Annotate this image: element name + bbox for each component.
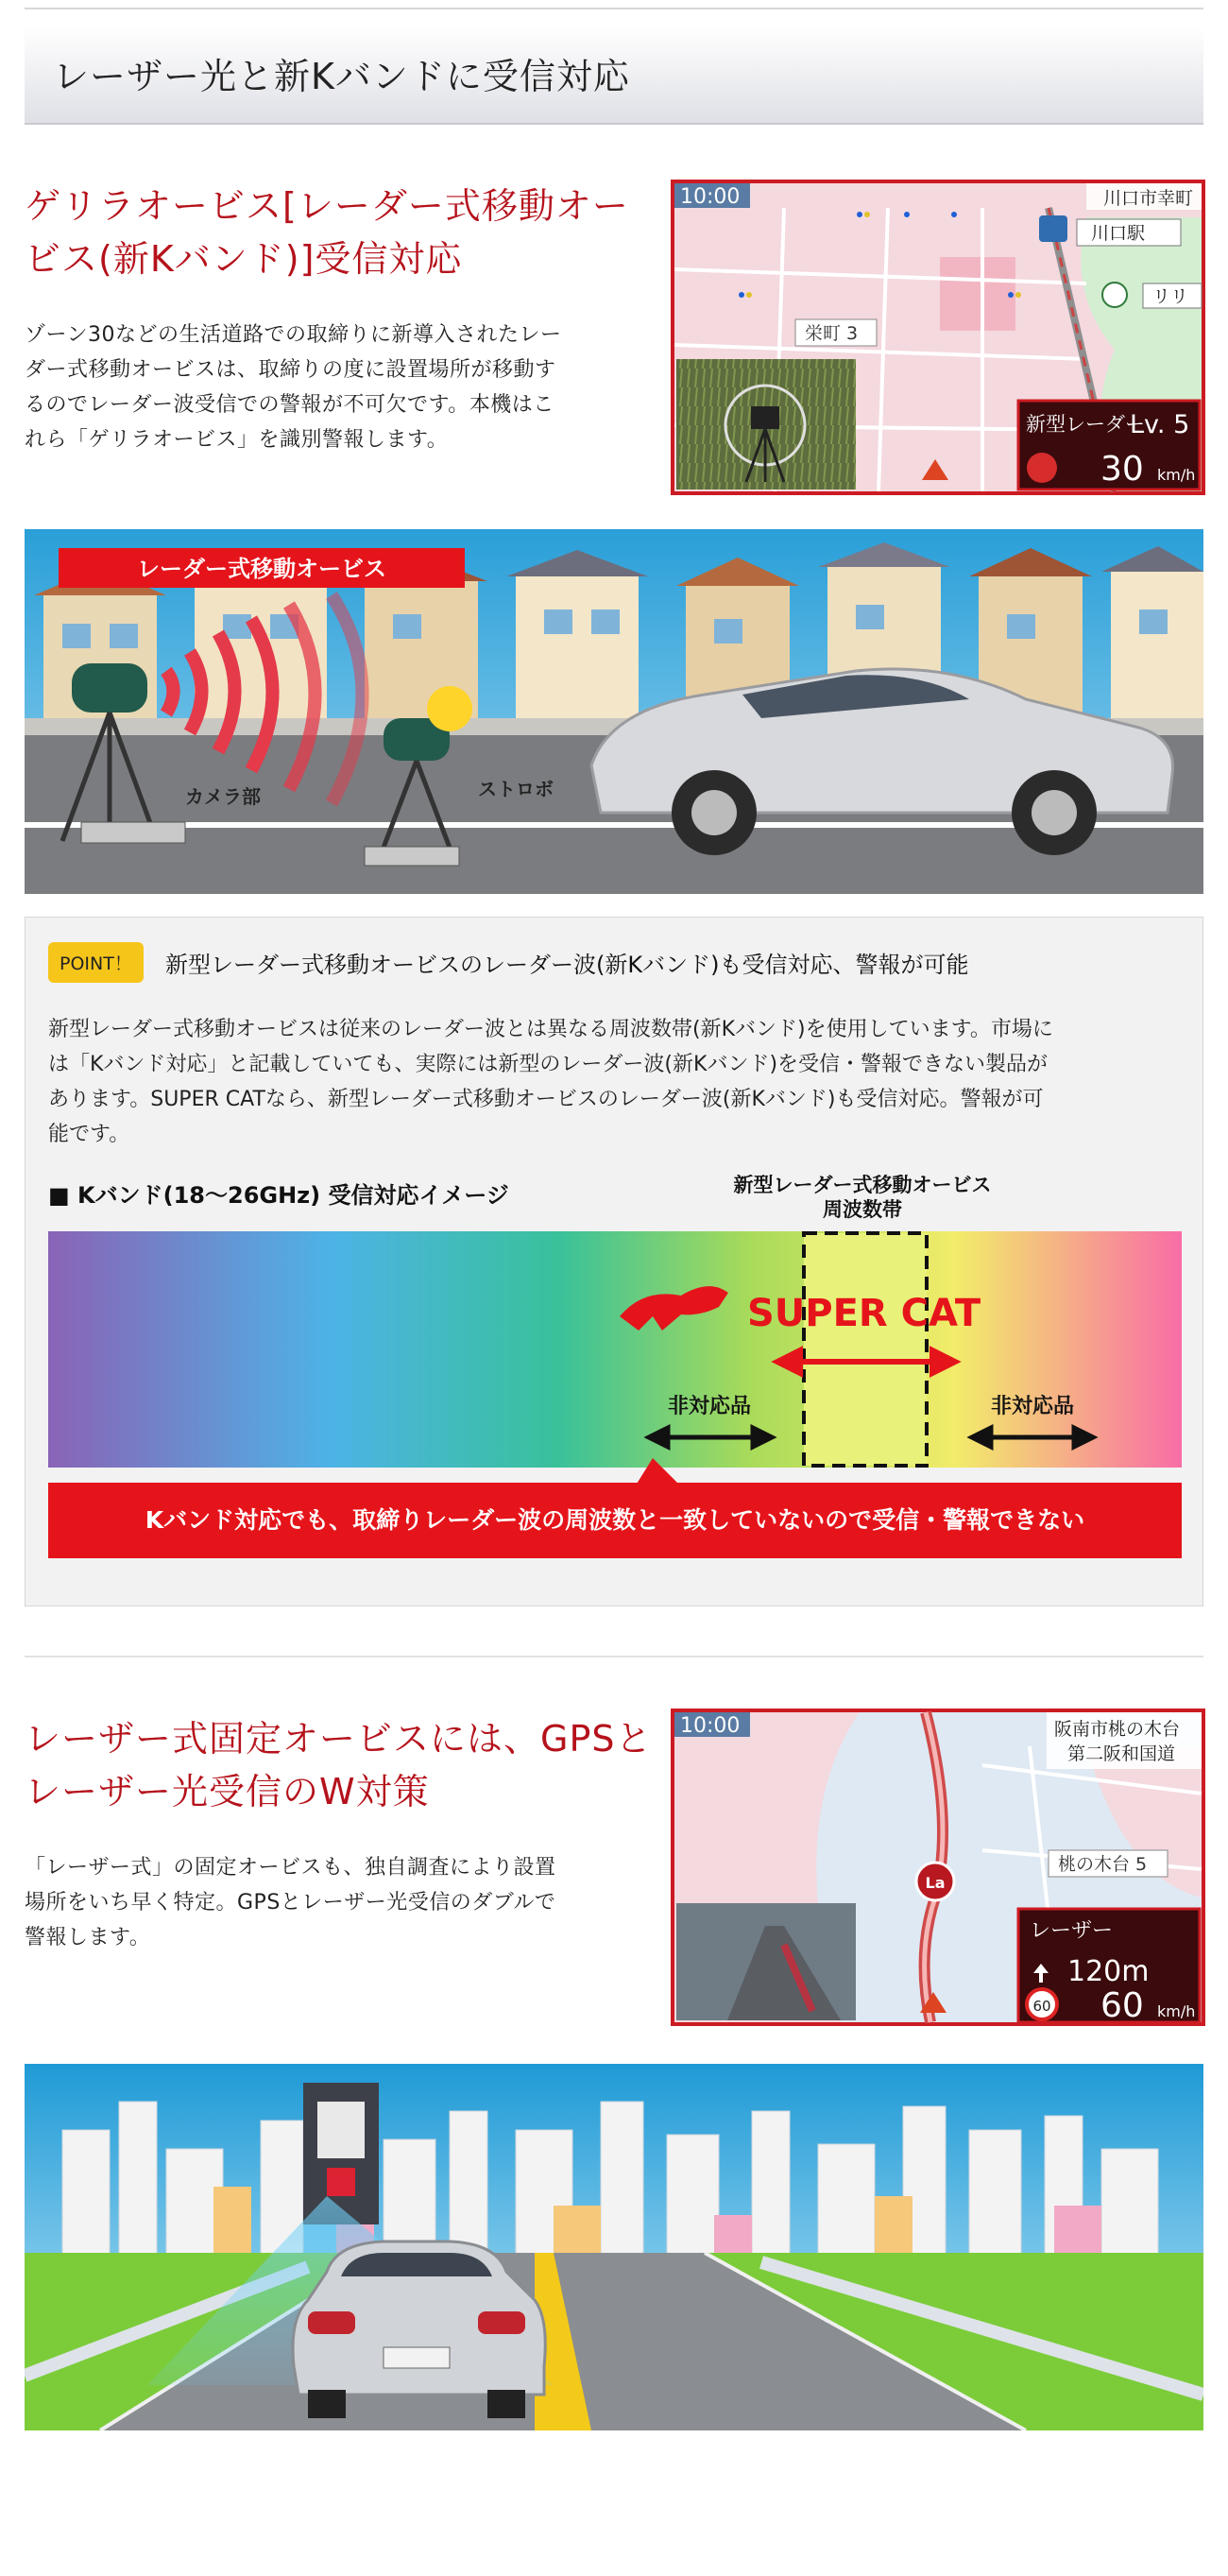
nav2-area-label: 桃の木台 5 bbox=[1058, 1854, 1148, 1875]
diagram-title: ■ Kバンド(18～26GHz) 受信対応イメージ bbox=[48, 1182, 509, 1209]
top-divider bbox=[25, 8, 1203, 9]
point-badge: POINT！ bbox=[48, 942, 144, 983]
point-panel bbox=[25, 917, 1203, 1606]
guerrilla-orbis-heading: ゲリラオービス[レーダー式移動オー ビス(新Kバンド)]受信対応 bbox=[25, 185, 629, 280]
navigation-screen-laser bbox=[671, 1709, 1205, 2026]
laser-orbis-description: 「レーザー式」の固定オービスも、独自調査により設置 場所をいち早く特定。GPSとレーザー光受信のダブルで 警報します。 bbox=[25, 1856, 556, 1949]
nav2-speed-unit: km/h bbox=[1157, 2002, 1196, 2020]
band-label-line1: 新型レーダー式移動オービス bbox=[733, 1175, 992, 1196]
nav2-limit: 60 bbox=[1032, 1998, 1051, 2015]
nav2-place-line2: 第二阪和国道 bbox=[1067, 1743, 1176, 1764]
nav-speed: 30 bbox=[1100, 450, 1144, 489]
point-description: 新型レーダー式移動オービスは従来のレーダー波とは異なる周波数帯(新Kバンド)を使用しています。市場に は「Kバンド対応」と記載していても、実際には新型のレーダー波(新Kバンド)を受信・警報できない製品が あります。SUPER CATなら、新型レーダー式移動オービスのレーダー波(新Kバンド)も受信対応。警報が可 能です。 bbox=[48, 1018, 1053, 1146]
facility-icon bbox=[1102, 283, 1127, 307]
band-label-line2: 周波数帯 bbox=[823, 1198, 902, 1221]
navigation-screen-radar bbox=[671, 180, 1205, 495]
laser-point-marker: La bbox=[925, 1874, 946, 1892]
nav-area-label: 栄町 3 bbox=[805, 323, 859, 344]
section-divider bbox=[25, 1656, 1203, 1657]
frequency-spectrum bbox=[48, 1231, 1182, 1468]
radar-camera-icon bbox=[72, 663, 147, 713]
unsupported-label-right: 非対応品 bbox=[990, 1395, 1075, 1418]
nav-warning-level: Lv. 5 bbox=[1130, 410, 1190, 439]
train-station-icon bbox=[1039, 215, 1067, 242]
nav2-place-line1: 阪南市桃の木台 bbox=[1054, 1719, 1181, 1740]
orbis-banner-text: レーダー式移動オービス bbox=[137, 556, 386, 582]
nav2-warning-text: レーザー bbox=[1030, 1919, 1114, 1943]
page-title: レーザー光と新Kバンドに受信対応 bbox=[53, 56, 630, 97]
nav-time: 10:00 bbox=[680, 185, 741, 209]
callout-text: Kバンド対応でも、取締りレーダー波の周波数と一致していないので受信・警報できない bbox=[145, 1506, 1085, 1534]
nav-place: 川口市幸町 bbox=[1103, 188, 1194, 209]
laser-orbis-illustration bbox=[25, 2064, 1203, 2430]
nav2-distance: 120m bbox=[1067, 1955, 1150, 1988]
nav-station-label: 川口駅 bbox=[1091, 223, 1146, 244]
brand-super-cat: SUPER CAT bbox=[747, 1292, 981, 1335]
strobe-label: ストロボ bbox=[478, 778, 554, 800]
radar-warning-icon bbox=[1027, 453, 1057, 483]
nav-facility-label: リリ bbox=[1152, 286, 1189, 307]
mobile-orbis-illustration bbox=[25, 529, 1203, 894]
nav-speed-unit: km/h bbox=[1157, 466, 1196, 484]
k-band-diagram bbox=[48, 1175, 1182, 1562]
point-title: 新型レーダー式移動オービスのレーダー波(新Kバンド)も受信対応、警報が可能 bbox=[165, 952, 969, 978]
nav2-speed: 60 bbox=[1100, 1986, 1144, 2025]
nav-warning-text: 新型レーダー bbox=[1026, 413, 1145, 436]
new-k-band-zone bbox=[804, 1233, 927, 1466]
laser-orbis-heading: レーザー式固定オービスには、GPSと レーザー光受信のW対策 bbox=[25, 1718, 653, 1812]
unsupported-label-left: 非対応品 bbox=[667, 1395, 752, 1418]
guerrilla-orbis-description: ゾーン30などの生活道路での取締りに新導入されたレー ダー式移動オービスは、取締りの度に設置場所が移動す るのでレーダー波受信での警報が不可欠です。本機はこ れら「ゲリラオービス」を識別警報します。 bbox=[25, 323, 562, 452]
nav2-time: 10:00 bbox=[680, 1714, 741, 1738]
section-header bbox=[25, 26, 1203, 125]
camera-unit-label: カメラ部 bbox=[185, 785, 261, 808]
